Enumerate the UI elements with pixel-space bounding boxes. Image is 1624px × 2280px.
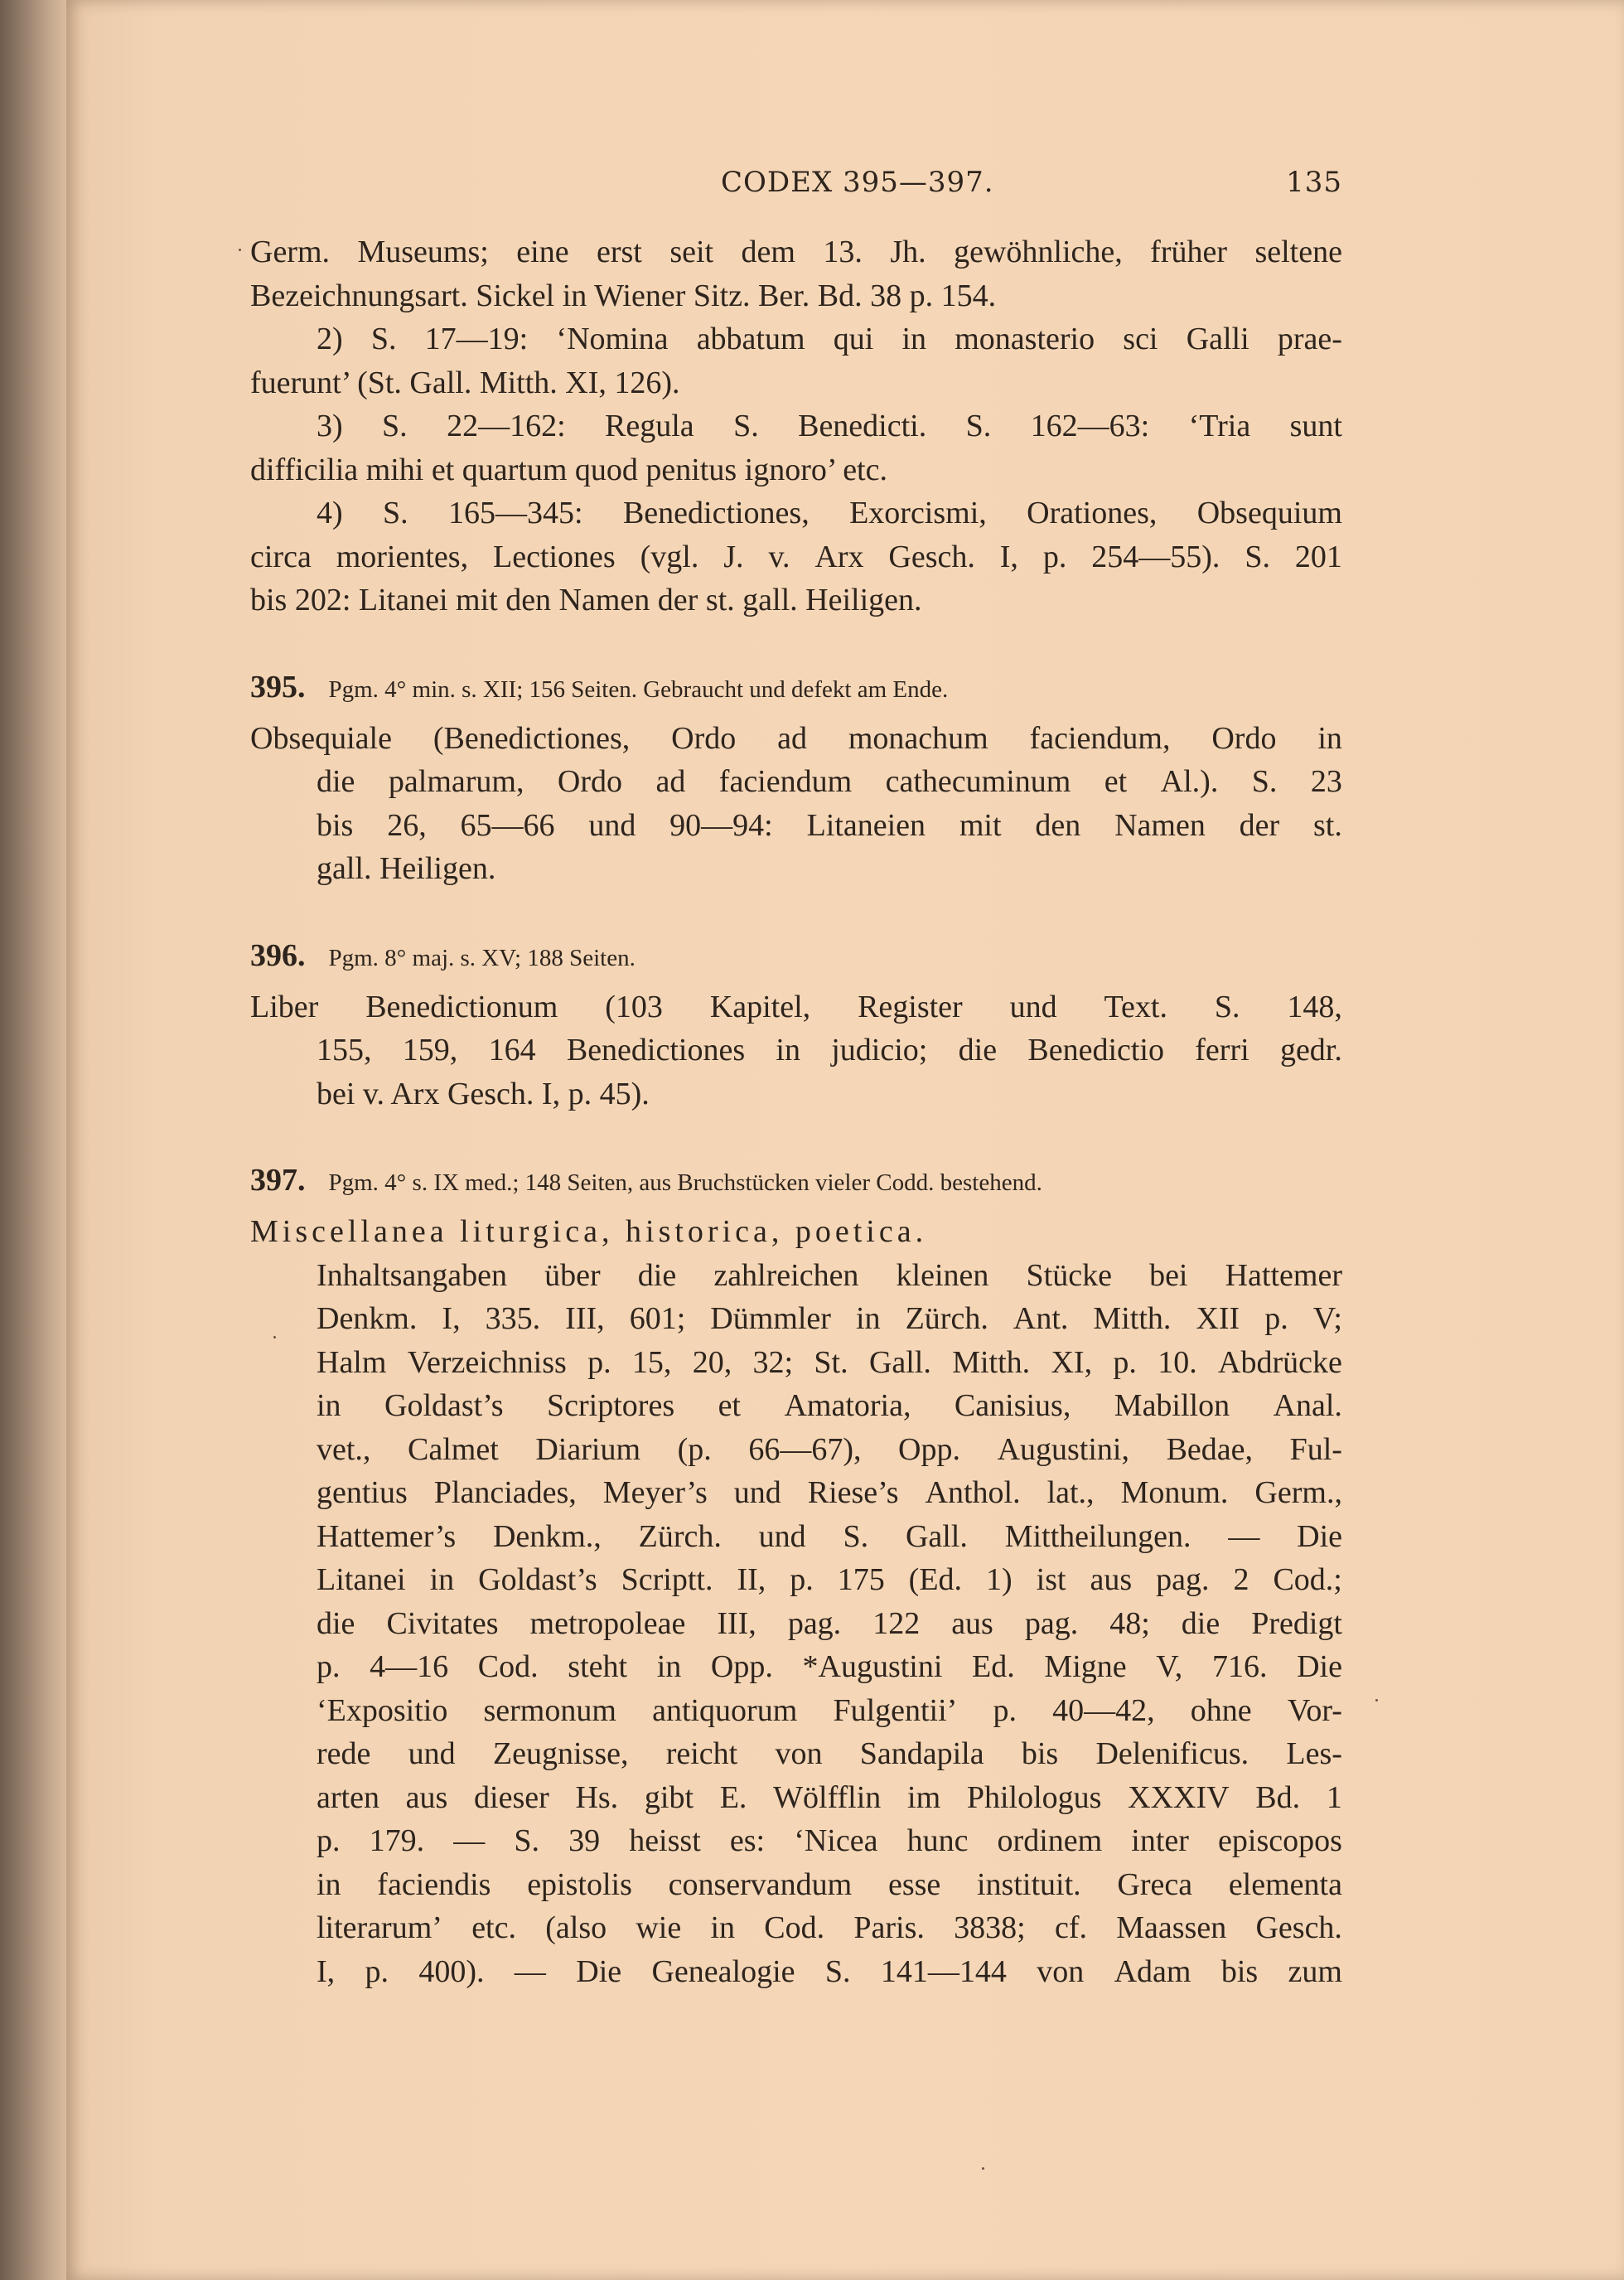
text-line: bis 26, 65—66 und 90—94: Litaneien mit den Namen der st. [317,807,1342,843]
entry-title-line: Miscellanea liturgica, historica, poetica. [250,1214,928,1249]
entry-397-header [250,1159,1342,1210]
text-line: Liber Benedictionum (103 Kapitel, Register und Text. S. 148, [250,989,1342,1024]
text-line: Litanei in Goldast’s Scriptt. II, p. 175 (Ed. 1) ist aus pag. 2 Cod.; [317,1562,1342,1597]
text-line: 2) S. 17—19: ‘Nomina abbatum qui in monasterio sci Galli prae- [317,322,1342,356]
entry-number: 397. [250,1163,306,1198]
text-line: gall. Heiligen. [317,851,496,886]
text-line: 4) S. 165—345: Benedictiones, Exorcismi, Orationes, Obsequium [317,496,1342,530]
text-line: vet., Calmet Diarium (p. 66—67), Opp. Augustini, Bedae, Ful- [317,1431,1342,1467]
text-line: die Civitates metropoleae III, pag. 122 aus pag. 48; die Predigt [317,1605,1342,1641]
text-line: 3) S. 22—162: Regula S. Benedicti. S. 162—63: ‘Tria sunt [317,409,1342,443]
text-line: circa morientes, Lectiones (vgl. J. v. Arx Gesch. I, p. 254—55). S. 201 [250,539,1342,574]
paper-speck [239,249,241,251]
text-line: rede und Zeugnisse, reicht von Sandapila bis Delenificus. Les- [317,1736,1342,1771]
text-line: Denkm. I, 335. III, 601; Dümmler in Zürch. Ant. Mitth. XII p. V; [317,1301,1342,1336]
text-line: in Goldast’s Scriptores et Amatoria, Canisius, Mabillon Anal. [317,1388,1342,1423]
page-number: 135 [1286,166,1342,199]
text-line: Obsequiale (Benedictiones, Ordo ad monachum faciendum, Ordo in [250,720,1342,756]
text-line: bis 202: Litanei mit den Namen der st. gall. Heiligen. [250,583,922,617]
text-line: Germ. Museums; eine erst seit dem 13. Jh. gewöhnliche, früher seltene [250,235,1342,269]
text-line: p. 179. — S. 39 heisst es: ‘Nicea hunc ordinem inter episcopos [317,1823,1342,1858]
text-line: bei v. Arx Gesch. I, p. 45). [317,1076,650,1111]
text-line: die palmarum, Ordo ad faciendum cathecuminum et Al.). S. 23 [317,764,1342,799]
text-line: Bezeichnungsart. Sickel in Wiener Sitz. Ber. Bd. 38 p. 154. [250,278,997,313]
text-line: difficilia mihi et quartum quod penitus ignoro’ etc. [250,452,887,487]
entry-395-header [250,666,1342,717]
text-line: 155, 159, 164 Benedictiones in judicio; die Benedictio ferri gedr. [317,1033,1342,1067]
paper-speck [273,1336,276,1338]
header-title: CODEX 395—397. [721,166,994,199]
entry-description: Pgm. 8° maj. s. XV; 188 Seiten. [328,944,636,971]
text-line: in faciendis epistolis conservandum esse instituit. Greca elementa [317,1866,1342,1902]
text-line: p. 4—16 Cod. steht in Opp. *Augustini Ed. Migne V, 716. Die [317,1649,1342,1684]
book-spine-shadow [0,0,76,2280]
text-line: Inhaltsangaben über die zahlreichen kleinen Stücke bei Hattemer [317,1257,1342,1293]
text-line: I, p. 400). — Die Genealogie S. 141—144 von Adam bis zum [317,1953,1342,1989]
text-line: Halm Verzeichniss p. 15, 20, 32; St. Gall. Mitth. XI, p. 10. Abdrücke [317,1344,1342,1380]
page-body [250,230,1342,1993]
text-line: arten aus dieser Hs. gibt E. Wölfflin im Philologus XXXIV Bd. 1 [317,1779,1342,1815]
entry-396-header [250,934,1342,985]
entry-number: 395. [250,669,306,704]
entry-number: 396. [250,937,306,973]
paper-speck [1375,1699,1378,1702]
text-line: gentius Planciades, Meyer’s und Riese’s Anthol. lat., Monum. Germ., [317,1475,1342,1510]
running-header [721,166,1342,207]
paper-speck [982,2167,984,2170]
text-line: Hattemer’s Denkm., Zürch. und S. Gall. Mittheilungen. — Die [317,1518,1342,1554]
entry-description: Pgm. 4° s. IX med.; 148 Seiten, aus Bruchstücken vieler Codd. bestehend. [328,1169,1042,1196]
text-line: fuerunt’ (St. Gall. Mitth. XI, 126). [250,365,680,400]
entry-description: Pgm. 4° min. s. XII; 156 Seiten. Gebraucht und defekt am Ende. [328,675,949,703]
text-line: literarum’ etc. (also wie in Cod. Paris. 3838; cf. Maassen Gesch. [317,1910,1342,1945]
text-line: ‘Expositio sermonum antiquorum Fulgentii’ p. 40—42, ohne Vor- [317,1692,1342,1728]
